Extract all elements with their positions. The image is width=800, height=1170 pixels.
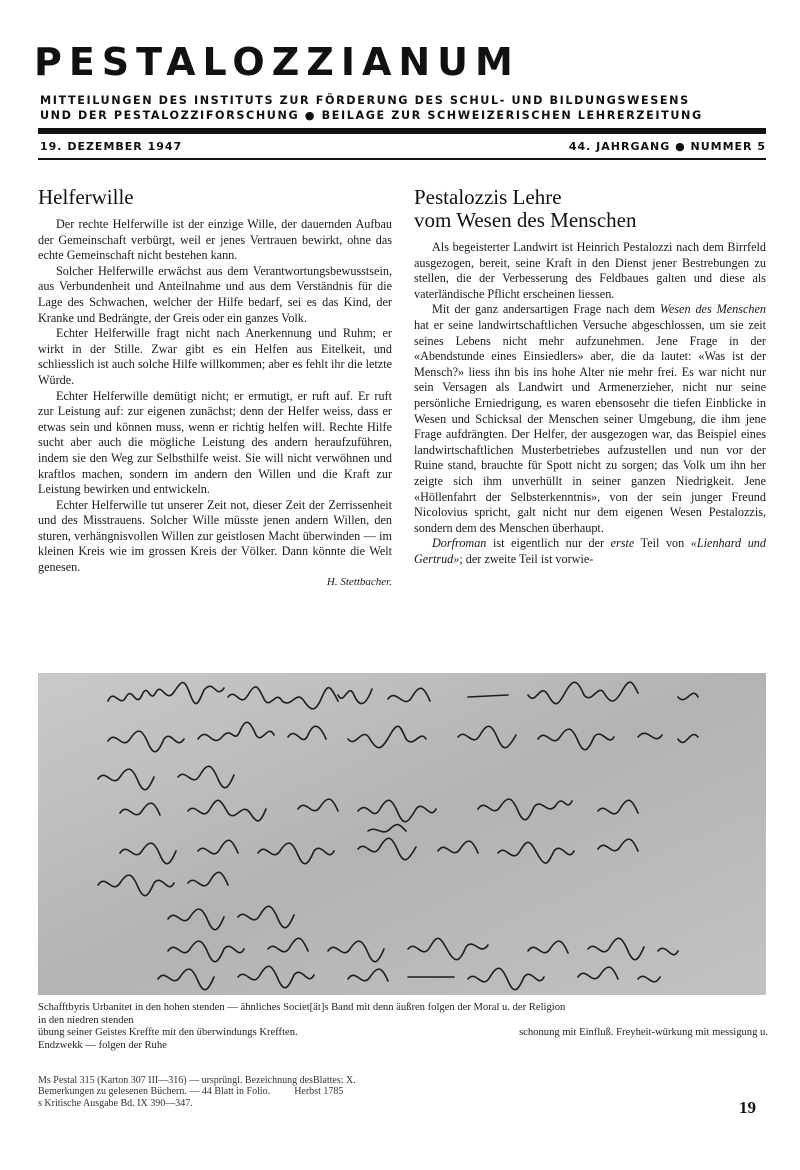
right-paragraph-3: [414, 536, 766, 567]
left-paragraph-3: Echter Helferwille fragt nicht nach Anerkennung und Ruhm; er wirkt in der Stille. Zwar gibt es ein Helfen aus Eitelkeit, und schliesslich ist auch solche Hilfe willkommen; aber es fehlt ihr die letzte Würde.: [38, 326, 392, 387]
reference-line-3: s Kritische Ausgabe Bd. IX 390—347.: [38, 1097, 193, 1109]
reference-line-1-right: Blattes: X.: [312, 1075, 356, 1086]
right-title-line1: Pestalozzis Lehre: [414, 185, 562, 209]
right-title-line2: vom Wesen des Menschen: [414, 208, 637, 232]
issue-date: 19. DEZEMBER 1947: [40, 140, 183, 153]
caption-line-3: [38, 1027, 768, 1040]
caption-line-1: Schafftbyris Urbanitet in den hohen stenden — ähnliches Societ[ät]s Band mit denn äußren folgen der Moral u. der Religion: [38, 1002, 566, 1013]
right-p2-text-a: Mit der ganz andersartigen Frage nach dem: [432, 302, 660, 317]
right-p3-emphasis-3: «Lienhard und Gertrud»: [414, 536, 766, 566]
left-article: [38, 186, 392, 590]
right-p2-emphasis: Wesen des Menschen: [659, 302, 766, 317]
masthead-rule-top: [38, 128, 766, 134]
right-p3-text-c: ; der zweite Teil ist vorwie-: [459, 551, 594, 566]
right-p3-text-b: Teil von: [634, 536, 691, 551]
right-paragraph-2: [414, 302, 766, 536]
manuscript-caption: [38, 1002, 768, 1052]
reference-line-1: [38, 1075, 768, 1086]
caption-line-2: in den niedren stenden: [38, 1014, 134, 1026]
reference-line-2-left: Bemerkungen zu gelesenen Büchern. — 44 Blatt in Folio.: [38, 1086, 271, 1098]
right-article-title: [414, 186, 766, 232]
masthead-title: PESTALOZZIANUM: [34, 40, 520, 84]
caption-line-3-right: schonung mit Einfluß. Freyheit-würkung mit messigung u.: [519, 1027, 768, 1039]
source-references: [38, 1075, 768, 1109]
left-paragraph-1: Der rechte Helferwille ist der einzige Wille, der dauernden Aufbau der Gemeinschaft verbürgt, weil er jenes Vertrauen bewirkt, ohne das echte Gemeinschaft nicht bestehen kann.: [38, 217, 392, 263]
author-signature: H. Stettbacher.: [326, 575, 392, 588]
right-p2-text-b: hat er seine landwirtschaftlichen Versuche abgeschlossen, um sie zeit seines Lebens nicht mehr aufzunehmen. Jene Frage in der «Abendstunde eines Einsiedlers» aber, die da lautet: «Was ist der Mensch?» liess ihn bis ins hohe Alter nie mehr frei. Es war nicht nur sein Versagen als Landwirt und Armenerzieher, nicht nur seine persönliche Erniedrigung, es waren ebensosehr die tiefen Einblicke in Wesen und Schicksal der Menschen seiner Umgebung, die ihm jene Frage aufdrängten. Der Helfer, der ausgezogen war, das Beispiel eines landwirtschaftlichen Musterbetriebes aufzustellen und nun vor der Ruine stand, brauchte für Spott nicht zu sorgen; das Volk um ihn her zeigte sich ihm unverhüllt in seiner ganzen Niedrigkeit. Jene «Höllenfahrt der Selbsterkenntnis», von der sein junger Freund Nicolovius spricht, galt nicht nur dem eigenen Wesen Pestalozzis, sondern dem des Menschen überhaupt.: [414, 317, 766, 535]
reference-line-2: [38, 1086, 768, 1097]
right-article: [414, 186, 766, 567]
reference-line-1-left: Ms Pestal 315 (Karton 307 III—316) — ursprüngl. Bezeichnung des: [38, 1075, 313, 1086]
reference-line-2-right: Herbst 1785: [294, 1086, 344, 1098]
manuscript-facsimile: [38, 673, 766, 995]
issue-number: 44. JAHRGANG ● NUMMER 5: [568, 140, 766, 153]
right-paragraph-1: Als begeisterter Landwirt ist Heinrich Pestalozzi nach dem Birrfeld ausgezogen, bereit, seine Kraft in den Dienst jener Bestrebungen zu stellen, die der Verbesserung des Feldbaues galten und diese als vaterländische Pflicht erscheinen liessen.: [414, 240, 766, 301]
masthead-rule-bottom: [38, 158, 766, 160]
left-paragraph-4: Echter Helferwille demütigt nicht; er ermutigt, er ruft auf. Er ruft zur Leistung auf: zur eigenen zunächst; denn der Helfer weiss, dass er etwas sein und können muss, wenn er richtig helfen will. Rechte Hilfe sucht aber auch die mögliche Leistung des andern heraufzuführen, indem sie den Weg zur Selbsthilfe weist. Sie will nicht verwöhnen und kraftlos machen, sondern im andern den Willen und die Kraft zur Leistung bewirken und entwickeln.: [38, 388, 392, 497]
right-p3-emphasis-2: erste: [610, 536, 635, 551]
right-p3-emphasis-1: Dorfroman: [432, 536, 487, 551]
left-paragraph-5: Echter Helferwille tut unserer Zeit not, dieser Zeit der Zerrissenheit und des Misstrauens. Solcher Wille müsste jenen andern Willen, den sturen, verhängnisvollen Willen zur geistlosen Macht überwinden — im kleinen Kreis wie im grossen Kreis der Völker. Dann könnte die Welt genesen.: [38, 497, 392, 575]
handwriting-image: [38, 673, 766, 995]
right-p3-text-a: ist eigentlich nur der: [486, 536, 611, 551]
caption-line-3-left: übung seiner Geistes Kreffte mit den überwindungs Krefften.: [38, 1027, 298, 1039]
page-number: 19: [739, 1098, 756, 1117]
left-article-title: Helferwille: [38, 185, 134, 209]
masthead-subtitle-line2: UND DER PESTALOZZIFORSCHUNG ● BEILAGE ZUR SCHWEIZERISCHEN LEHRERZEITUNG: [40, 109, 703, 122]
caption-line-4: Endzwekk — folgen der Ruhe: [38, 1039, 167, 1051]
left-paragraph-2: Solcher Helferwille erwächst aus dem Verantwortungsbewusstsein, aus Verbundenheit und Anteilnahme und aus dem Verständnis für die Lage des Schwachen, welcher der Hilfe bedarf, sei es das Kind, der Kranke und Bedrängte, der Greis oder ein ganzes Volk.: [38, 263, 392, 325]
masthead-subtitle-line1: MITTEILUNGEN DES INSTITUTS ZUR FÖRDERUNG DES SCHUL- UND BILDUNGSWESENS: [40, 94, 690, 107]
